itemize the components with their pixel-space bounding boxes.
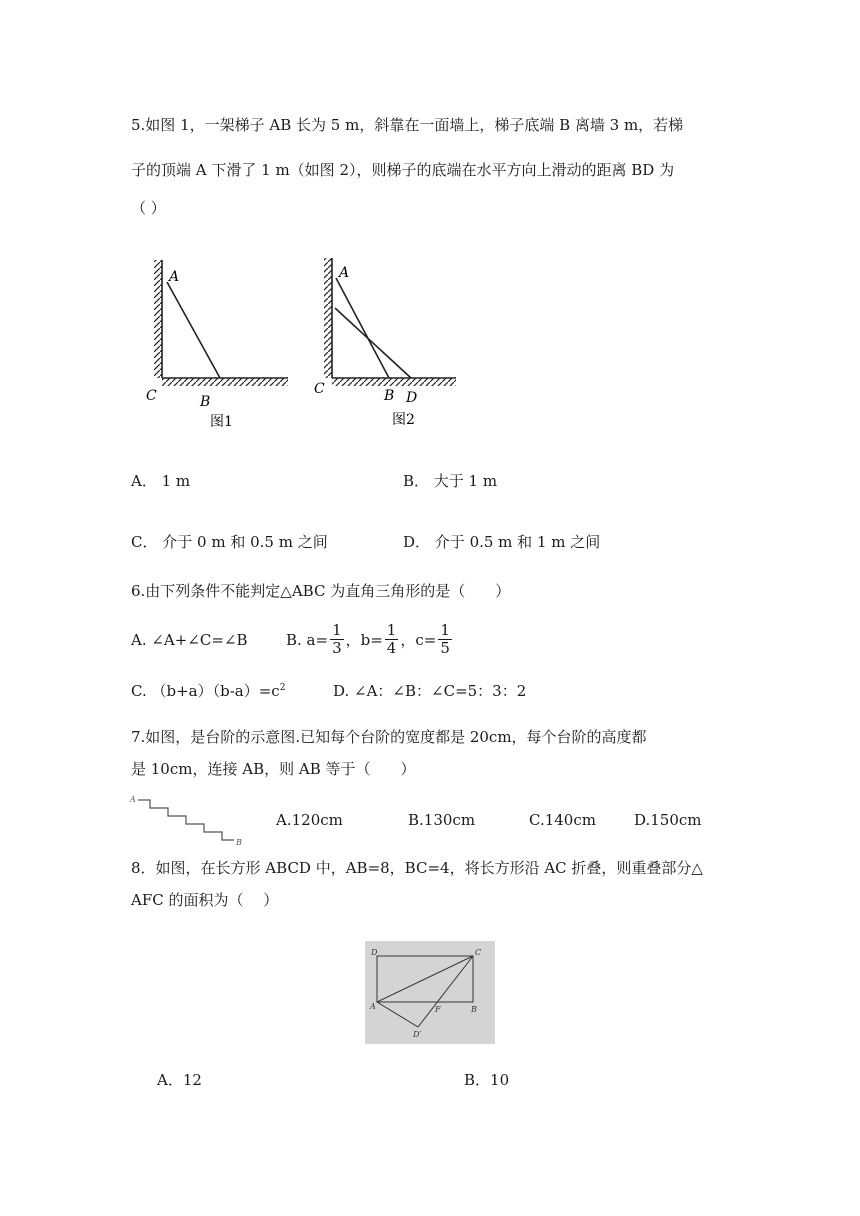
label-b: B [200, 394, 211, 410]
q7-option-b: B.130cm [408, 811, 476, 829]
rectangle-fold-figure [365, 941, 495, 1044]
q8-option-b: B．10 [464, 1071, 510, 1089]
q5-option-b: B． 大于 1 m [403, 472, 498, 490]
rect-label-a: A [370, 1002, 376, 1011]
q6-option-c-sup: 2 [279, 683, 286, 693]
fraction-b-num: 1 [386, 621, 397, 639]
rect-label-b: B [471, 1005, 477, 1014]
q6-option-b-sep1: ，b= [345, 631, 383, 649]
q6-option-c [131, 684, 285, 699]
fraction-b-den: 4 [386, 639, 397, 657]
ladder-ab [167, 282, 220, 378]
fraction-c-den: 5 [440, 639, 450, 657]
q6-option-a: A. ∠A+∠C=∠B [131, 631, 248, 649]
fraction-a-den: 3 [332, 639, 342, 657]
q6-option-c-text: C. （b+a）（b-a）=c [131, 682, 280, 700]
q5-line2: 子的顶端 A 下滑了 1 m（如图 2），则梯子的底端在水平方向上滑动的距离 BD 为 [131, 161, 675, 179]
fraction-a [330, 622, 344, 657]
q7-option-d: D.150cm [634, 811, 702, 829]
fig2-caption: 图2 [392, 412, 415, 428]
figure-2 [314, 258, 456, 428]
rect-label-c: C [475, 948, 482, 957]
label-b2: B [384, 388, 395, 404]
q7-line1: 7.如图，是台阶的示意图.已知每个台阶的宽度都是 20cm，每个台阶的高度都 [131, 728, 647, 746]
fraction-c [438, 622, 452, 657]
rect-label-d: D [371, 948, 378, 957]
stairs-figure [128, 794, 248, 850]
q5-line3: （ ） [131, 199, 166, 217]
fraction-a-num: 1 [332, 621, 342, 639]
fraction-b [385, 622, 399, 657]
fig1-caption: 图1 [210, 414, 233, 430]
rect-label-d-prime: D′ [413, 1030, 422, 1039]
label-a: A [169, 269, 180, 285]
q7-line2: 是 10cm，连接 AB，则 AB 等于（ ） [131, 760, 416, 778]
q6-option-d: D. ∠A：∠B：∠C=5：3：2 [333, 682, 527, 700]
q8-option-a: A．12 [157, 1071, 202, 1089]
q6-option-b [286, 622, 454, 657]
q5-option-d: D． 介于 0.5 m 和 1 m 之间 [403, 533, 601, 551]
q5-option-a: A． 1 m [131, 472, 191, 490]
q5-line1: 5.如图 1，一架梯子 AB 长为 5 m，斜靠在一面墙上，梯子底端 B 离墙 3 m，若梯 [131, 116, 684, 134]
stairs-label-a: A [130, 795, 136, 804]
stairs-label-b: B [236, 838, 242, 847]
q5-option-c: C． 介于 0 m 和 0.5 m 之间 [131, 533, 328, 551]
q6-option-b-sep2: ，c= [400, 631, 437, 649]
q6-stem: 6.由下列条件不能判定△ABC 为直角三角形的是（ ） [131, 582, 511, 600]
q8-line2: AFC 的面积为（ ） [131, 891, 279, 909]
rect-label-f: F [435, 1005, 441, 1014]
q8-line1: 8．如图，在长方形 ABCD 中，AB=8，BC=4，将长方形沿 AC 折叠，则重叠部分△ [131, 859, 703, 877]
figure-1 [146, 260, 288, 430]
label-c: C [146, 388, 157, 404]
q6-option-b-prefix: B. a= [286, 630, 329, 649]
q7-option-a: A.120cm [276, 811, 343, 829]
label-a2: A [339, 265, 350, 281]
ladder-figures [130, 250, 470, 435]
label-c2: C [314, 381, 325, 397]
fraction-c-num: 1 [440, 621, 450, 639]
q7-option-c: C.140cm [529, 811, 596, 829]
label-d2: D [406, 390, 418, 406]
